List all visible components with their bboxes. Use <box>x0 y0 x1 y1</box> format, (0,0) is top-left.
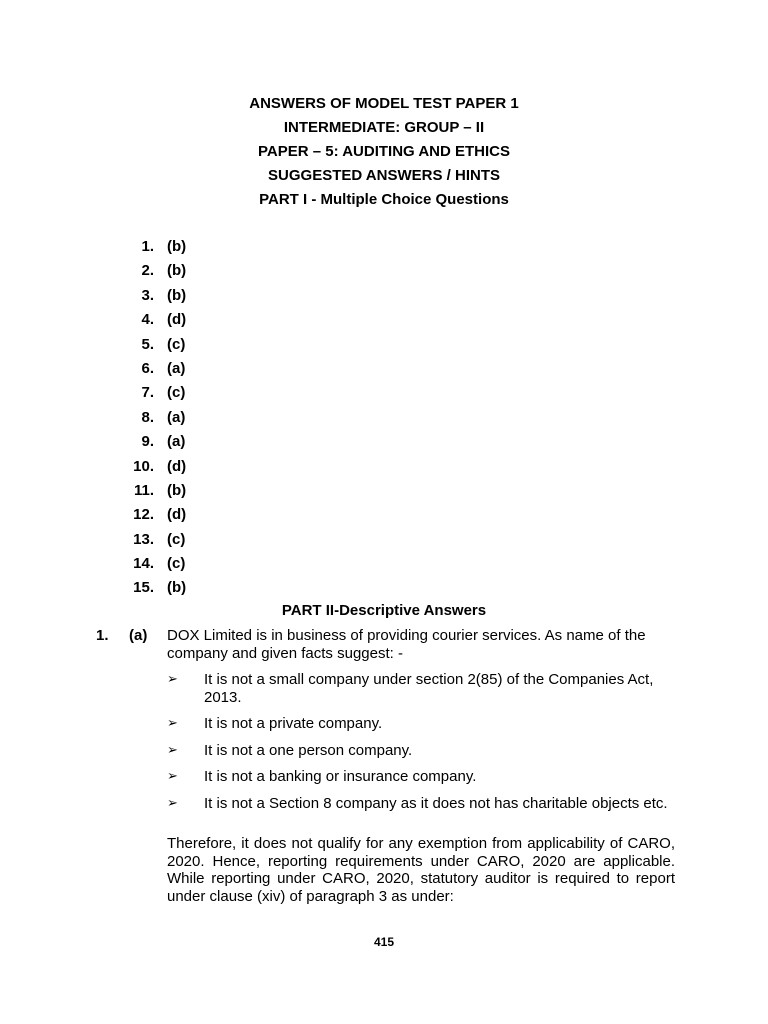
mcq-answer: (b) <box>167 579 187 597</box>
mcq-answer: (d) <box>167 457 187 475</box>
bullet-text: It is not a one person company. <box>204 741 413 759</box>
mcq-number: 15. <box>133 579 154 597</box>
bullet-item <box>167 671 675 706</box>
mcq-row <box>120 531 420 555</box>
mcq-answer: (b) <box>167 481 187 499</box>
mcq-row <box>120 287 420 311</box>
mcq-number: 10. <box>133 457 154 475</box>
arrow-bullet-icon: ➢ <box>167 795 178 811</box>
mcq-row <box>120 506 420 530</box>
bullet-item <box>167 742 675 760</box>
mcq-number: 6. <box>141 359 154 377</box>
mcq-row <box>120 458 420 482</box>
mcq-answer: (a) <box>167 359 186 377</box>
bullet-list <box>167 671 675 821</box>
mcq-number: 7. <box>141 384 154 402</box>
bullet-item <box>167 715 675 733</box>
mcq-answer: (b) <box>167 286 187 304</box>
arrow-bullet-icon: ➢ <box>167 672 178 687</box>
mcq-answer: (d) <box>167 311 187 329</box>
mcq-answer-list <box>120 238 420 604</box>
arrow-bullet-icon: ➢ <box>167 742 178 758</box>
mcq-number: 12. <box>133 506 154 524</box>
title-answers: ANSWERS OF MODEL TEST PAPER 1 <box>249 95 519 112</box>
bullet-text: It is not a Section 8 company as it does not has charitable objects etc. <box>204 794 668 812</box>
question-number: 1. <box>96 627 109 644</box>
bullet-text: It is not a banking or insurance company. <box>204 768 477 785</box>
title-group: INTERMEDIATE: GROUP – II <box>283 119 485 136</box>
answer-intro: DOX Limited is in business of providing courier services. As name of the company and given facts suggest: - <box>167 627 646 662</box>
mcq-answer: (a) <box>167 433 186 451</box>
mcq-row <box>120 433 420 457</box>
title-paper: PAPER – 5: AUDITING AND ETHICS <box>258 143 510 160</box>
mcq-answer: (c) <box>167 555 186 573</box>
arrow-bullet-icon: ➢ <box>167 769 178 784</box>
mcq-answer: (b) <box>167 262 187 280</box>
mcq-answer: (a) <box>167 408 186 426</box>
title-part1: PART I - Multiple Choice Questions <box>259 191 509 208</box>
mcq-answer: (d) <box>167 506 187 524</box>
arrow-bullet-icon: ➢ <box>167 716 178 731</box>
question-sub-label: (a) <box>129 627 148 644</box>
mcq-number: 1. <box>141 238 154 255</box>
mcq-row <box>120 384 420 408</box>
mcq-row <box>120 579 420 603</box>
answer-conclusion: Therefore, it does not qualify for any exemption from applicability of CARO, 2020. Hence, reporting requirements under CARO, 2020 are applicable. While reporting under CARO, 2020, statutory auditor is required to report under clause (xiv) of paragraph 3 as under: <box>167 835 675 905</box>
title-suggested: SUGGESTED ANSWERS / HINTS <box>268 167 500 184</box>
part2-title: PART II-Descriptive Answers <box>281 602 487 619</box>
mcq-number: 8. <box>141 408 154 426</box>
mcq-row <box>120 482 420 506</box>
mcq-row <box>120 555 420 579</box>
mcq-number: 9. <box>141 433 154 451</box>
mcq-row <box>120 409 420 433</box>
bullet-item <box>167 768 675 786</box>
bullet-text: It is not a small company under section 2(85) of the Companies Act, 2013. <box>204 671 654 706</box>
mcq-answer: (b) <box>167 238 187 255</box>
bullet-item <box>167 795 675 813</box>
mcq-number: 5. <box>141 335 154 353</box>
mcq-answer: (c) <box>167 384 186 402</box>
bullet-text: It is not a private company. <box>204 715 383 732</box>
mcq-number: 4. <box>141 311 154 329</box>
mcq-row <box>120 360 420 384</box>
mcq-number: 13. <box>133 530 154 548</box>
mcq-number: 11. <box>133 481 154 499</box>
page-number: 415 <box>373 935 395 949</box>
mcq-row <box>120 336 420 360</box>
mcq-number: 14. <box>133 555 154 573</box>
mcq-number: 3. <box>141 286 154 304</box>
mcq-number: 2. <box>141 262 154 280</box>
mcq-answer: (c) <box>167 530 186 548</box>
mcq-row <box>120 238 420 262</box>
mcq-answer: (c) <box>167 335 186 353</box>
mcq-row <box>120 262 420 286</box>
mcq-row <box>120 311 420 335</box>
